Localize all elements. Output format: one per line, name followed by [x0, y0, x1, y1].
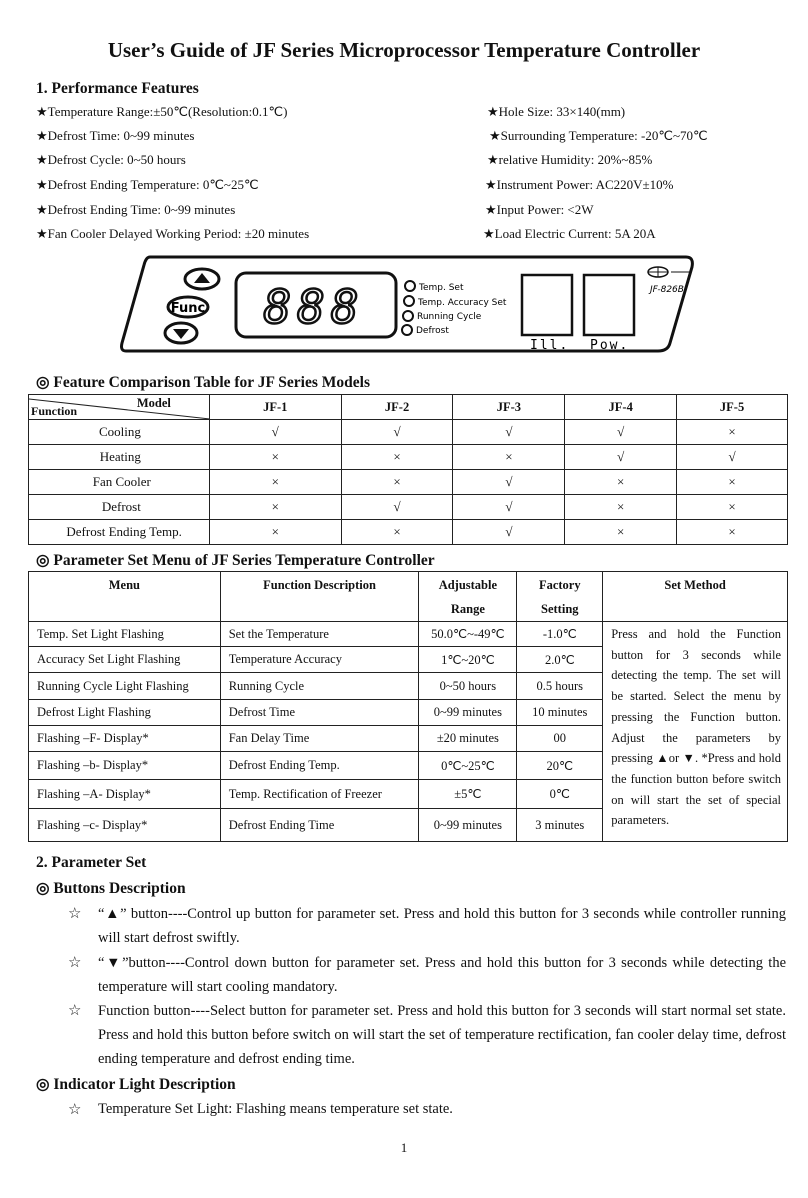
cell: ×: [677, 420, 788, 445]
button-description: “▲” button----Control up button for parameter set. Press and hold this button for 3 seconds while controller running will start defrost swiftly.: [98, 906, 786, 946]
star-bullet-icon: ☆: [68, 1102, 82, 1118]
menu-cell: Defrost Light Flashing: [29, 700, 221, 726]
cell: ×: [677, 520, 788, 545]
factory-header-line2: Setting: [541, 602, 579, 616]
factory-cell: 3 minutes: [517, 809, 603, 842]
cell: √: [453, 495, 565, 520]
range-cell: 0~99 minutes: [419, 700, 517, 726]
cell: √: [209, 420, 341, 445]
indicator-label: Defrost: [416, 326, 449, 336]
range-cell: ±20 minutes: [419, 726, 517, 752]
feature-left: ★Temperature Range:±50℃(Resolution:0.1℃): [36, 104, 288, 119]
ill-label: Ill.: [530, 338, 570, 353]
table-row: [29, 520, 788, 545]
table-header-row: [29, 572, 788, 622]
factory-cell: 0℃: [517, 780, 603, 809]
feature-right: ★relative Humidity: 20%~85%: [487, 152, 653, 167]
brand-logo: [648, 267, 690, 277]
func-button-label: Func: [170, 301, 206, 316]
cell: √: [453, 520, 565, 545]
menu-cell: Accuracy Set Light Flashing: [29, 647, 221, 673]
cell: ×: [209, 470, 341, 495]
table-header-row: [29, 395, 788, 420]
feature-left: ★Defrost Ending Temperature: 0℃~25℃: [36, 177, 259, 192]
cell: √: [677, 445, 788, 470]
cell: ×: [565, 470, 677, 495]
cell: ×: [677, 495, 788, 520]
feature-right: ★Surrounding Temperature: -20℃~70℃: [489, 128, 708, 143]
feature-name: Heating: [29, 445, 210, 470]
feature-right: ★Hole Size: 33×140(mm): [487, 104, 626, 119]
cell: √: [565, 420, 677, 445]
function-cell: Running Cycle: [220, 673, 419, 700]
page-title: User’s Guide of JF Series Microprocessor Temperature Controller: [107, 38, 701, 62]
parameter-table: [28, 571, 788, 842]
running-cycle-light-icon: [403, 311, 413, 321]
star-bullet-icon: ☆: [68, 955, 82, 971]
feature-right: ★Instrument Power: AC220V±10%: [485, 177, 674, 192]
down-arrow-icon: [173, 329, 189, 339]
range-cell: ±5℃: [419, 780, 517, 809]
feature-name: Fan Cooler: [29, 470, 210, 495]
feature-name: Defrost: [29, 495, 210, 520]
factory-header: [517, 572, 603, 622]
model-header: JF-2: [341, 395, 453, 420]
factory-cell: 2.0℃: [517, 647, 603, 673]
cell: √: [565, 445, 677, 470]
range-cell: 0℃~25℃: [419, 752, 517, 780]
range-cell: 50.0℃~-49℃: [419, 622, 517, 647]
model-label: JF-826B: [650, 285, 684, 295]
range-header: [419, 572, 517, 622]
cell: ×: [453, 445, 565, 470]
function-cell: Temperature Accuracy: [220, 647, 419, 673]
indicator-label: Temp. Accuracy Set: [418, 298, 507, 308]
feature-name: Defrost Ending Temp.: [29, 520, 210, 545]
up-arrow-icon: [194, 273, 210, 283]
indicator-label: Running Cycle: [417, 312, 482, 322]
indicator-label: Temp. Set: [419, 283, 464, 293]
function-cell: Set the Temperature: [220, 622, 419, 647]
feature-right: ★Load Electric Current: 5A 20A: [483, 226, 656, 241]
range-cell: 1℃~20℃: [419, 647, 517, 673]
model-label: Model: [136, 396, 171, 410]
cell: ×: [677, 470, 788, 495]
buttons-description-heading: ◎ Buttons Description: [36, 880, 186, 897]
menu-cell: Flashing –c- Display*: [29, 809, 221, 842]
table-row: [29, 470, 788, 495]
cell: ×: [341, 470, 453, 495]
menu-header: Menu: [29, 572, 221, 622]
model-header: JF-1: [209, 395, 341, 420]
table-row: [29, 495, 788, 520]
table-row: [29, 622, 788, 647]
model-function-header: [29, 395, 210, 420]
table-row: [29, 420, 788, 445]
cell: ×: [565, 520, 677, 545]
defrost-light-icon: [402, 325, 412, 335]
model-header: JF-4: [565, 395, 677, 420]
indicator-light-heading: ◎ Indicator Light Description: [36, 1076, 236, 1093]
factory-header-line1: Factory: [538, 578, 581, 592]
range-cell: 0~99 minutes: [419, 809, 517, 842]
feature-left: ★Defrost Ending Time: 0~99 minutes: [36, 202, 236, 217]
feature-left: ★Defrost Cycle: 0~50 hours: [36, 152, 186, 167]
function-cell: Defrost Ending Time: [220, 809, 419, 842]
accuracy-set-light-icon: [404, 296, 414, 306]
feature-left: ★Fan Cooler Delayed Working Period: ±20 minutes: [36, 226, 310, 241]
comparison-table-heading: ◎ Feature Comparison Table for JF Series Models: [36, 374, 370, 391]
factory-cell: -1.0℃: [517, 622, 603, 647]
button-description: “▼”button----Control down button for parameter set. Press and hold this button for 3 seconds while detecting the temperature will start cooling mandatory.: [98, 955, 786, 995]
pow-window: [584, 275, 634, 335]
cell: ×: [341, 445, 453, 470]
controller-panel-illustration: [118, 255, 696, 355]
star-bullet-icon: ☆: [68, 906, 82, 922]
cell: ×: [209, 495, 341, 520]
function-cell: Temp. Rectification of Freezer: [220, 780, 419, 809]
factory-cell: 10 minutes: [517, 700, 603, 726]
cell: √: [453, 470, 565, 495]
feature-right: ★Input Power: <2W: [485, 202, 594, 217]
model-header: JF-3: [453, 395, 565, 420]
table-row: [29, 445, 788, 470]
section-parameter-set-heading: 2. Parameter Set: [36, 854, 147, 871]
factory-cell: 20℃: [517, 752, 603, 780]
factory-cell: 00: [517, 726, 603, 752]
function-cell: Defrost Time: [220, 700, 419, 726]
model-header: JF-5: [677, 395, 788, 420]
button-description: Function button----Select button for parameter set. Press and hold this button for 3 seconds will start normal set state. Press and hold this button before switch on will start the set of temperature rectification, fan cooler delay time, defrost ending temperature and defrost ending time.: [98, 1003, 786, 1067]
cell: ×: [209, 445, 341, 470]
cell: ×: [565, 495, 677, 520]
function-header: Function Description: [220, 572, 419, 622]
menu-cell: Flashing –b- Display*: [29, 752, 221, 780]
cell: ×: [209, 520, 341, 545]
led-display: 888: [263, 280, 365, 334]
page-number: 1: [400, 1140, 408, 1155]
ill-window: [522, 275, 572, 335]
function-cell: Defrost Ending Temp.: [220, 752, 419, 780]
menu-cell: Flashing –A- Display*: [29, 780, 221, 809]
range-cell: 0~50 hours: [419, 673, 517, 700]
menu-cell: Flashing –F- Display*: [29, 726, 221, 752]
function-cell: Fan Delay Time: [220, 726, 419, 752]
star-bullet-icon: ☆: [68, 1003, 82, 1019]
menu-cell: Running Cycle Light Flashing: [29, 673, 221, 700]
range-header-line1: Adjustable: [438, 578, 498, 592]
comparison-table: [28, 394, 788, 545]
cell: √: [341, 495, 453, 520]
set-method-header: Set Method: [603, 572, 788, 622]
factory-cell: 0.5 hours: [517, 673, 603, 700]
cell: √: [341, 420, 453, 445]
cell: ×: [341, 520, 453, 545]
menu-cell: Temp. Set Light Flashing: [29, 622, 221, 647]
temp-set-light-icon: [405, 281, 415, 291]
range-header-line2: Range: [450, 602, 485, 616]
section-performance-heading: 1. Performance Features: [36, 80, 199, 97]
feature-left: ★Defrost Time: 0~99 minutes: [36, 128, 195, 143]
feature-name: Cooling: [29, 420, 210, 445]
cell: √: [453, 420, 565, 445]
pow-label: Pow.: [590, 338, 630, 353]
indicator-description: Temperature Set Light: Flashing means temperature set state.: [98, 1101, 453, 1117]
set-method-cell: Press and hold the Function button for 3 seconds while detecting the temp. The set will be started. Select the menu by pressing the Function button. Adjust the parameters by pressing ▲or ▼. *Press and hold the function button before switch on will start the set of special parameters.: [603, 622, 788, 842]
function-label: Function: [31, 404, 78, 418]
parameter-table-heading: ◎ Parameter Set Menu of JF Series Temperature Controller: [36, 552, 435, 569]
